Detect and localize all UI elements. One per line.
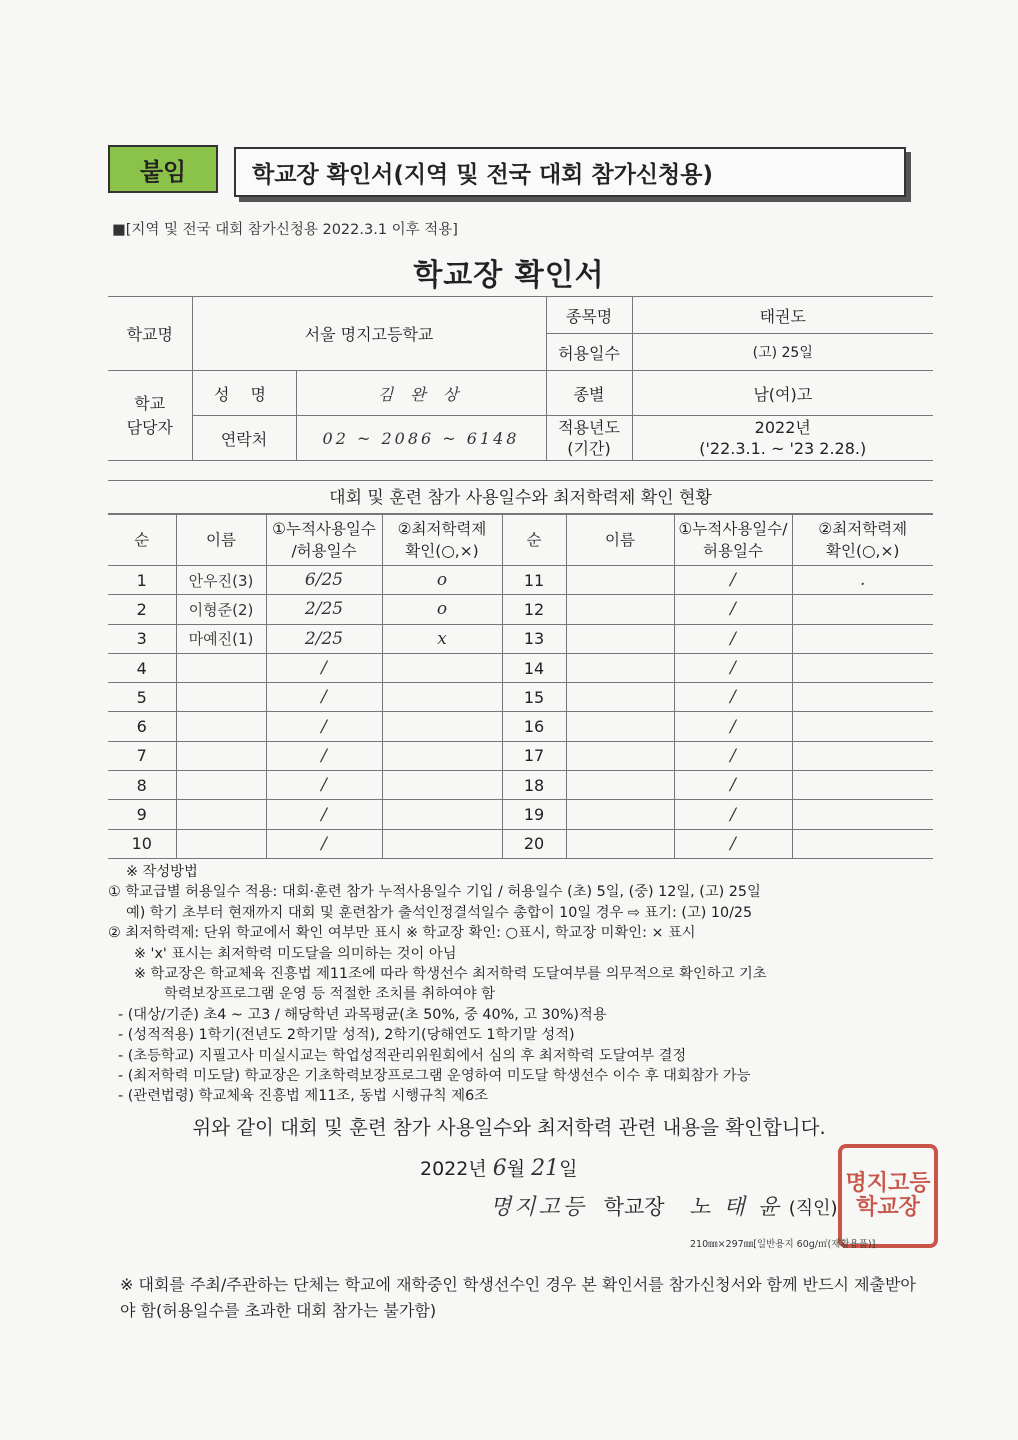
row-no: 4 [108, 653, 176, 682]
date-day-unit: 일 [559, 1158, 578, 1180]
table-row [108, 566, 933, 595]
note-2a: ※ 'x' 표시는 최저학력 미도달을 의미하는 것이 아님 [134, 945, 457, 962]
row-name-right [566, 653, 674, 682]
note-2c: 학력보장프로그램 운영 등 적절한 조치를 취하여야 함 [164, 986, 496, 1003]
row-name-right [566, 712, 674, 741]
row-days: / [266, 771, 382, 800]
row-no-right: 12 [502, 595, 566, 624]
row-check-right [792, 741, 933, 770]
note-2: ② 최저학력제: 단위 학교에서 확인 여부만 표시 ※ 학교장 확인: ○표시, 학교장 미확인: × 표시 [108, 925, 696, 942]
document-heading: 학교장 확인서(지역 및 전국 대회 참가신청용) [234, 147, 906, 197]
note-1-example: 예) 학기 초부터 현재까지 대회 및 훈련참가 출석인정결석일수 총합이 10일 경우 ⇨ 표기: (고) 10/25 [126, 904, 753, 921]
detail-2: - (성적적용) 1학기(전년도 2학기말 성적), 2학기(당해연도 1학기말 성적) [118, 1027, 575, 1044]
row-no: 2 [108, 595, 176, 624]
row-no-right: 11 [502, 566, 566, 595]
row-name [176, 683, 266, 712]
row-days-right: / [674, 653, 792, 682]
table-row [108, 771, 933, 800]
row-days-right: / [674, 800, 792, 829]
col-name-right: 이름 [566, 515, 674, 566]
row-check-right [792, 800, 933, 829]
row-no-right: 19 [502, 800, 566, 829]
contact-value: 02 ~ 2086 ~ 6148 [296, 416, 546, 461]
row-check [382, 829, 502, 858]
row-name [176, 741, 266, 770]
school-value: 서울 명지고등학교 [192, 297, 546, 371]
row-no: 3 [108, 624, 176, 653]
table-row [108, 624, 933, 653]
row-check [382, 653, 502, 682]
col-name: 이름 [176, 515, 266, 566]
year-value: 2022년 [754, 418, 811, 437]
row-check: o [382, 566, 502, 595]
row-check-right [792, 771, 933, 800]
row-days-right: / [674, 771, 792, 800]
usage-table [108, 514, 933, 859]
allowed-days-value: (고) 25일 [632, 334, 933, 371]
row-check-right [792, 595, 933, 624]
row-days-right: / [674, 566, 792, 595]
detail-5: - (관련법령) 학교체육 진흥법 제11조, 동법 시행규칙 제6조 [118, 1088, 488, 1105]
row-days: / [266, 712, 382, 741]
usage-body [108, 566, 933, 859]
date-month-unit: 월 [506, 1158, 526, 1180]
table-row [108, 829, 933, 858]
signer-name: 노 태 윤 [689, 1195, 782, 1220]
applicability-note: ■[지역 및 전국 대회 참가신청용 2022.3.1 이후 적용] [112, 222, 458, 238]
writing-instructions [108, 862, 938, 1107]
info-table [108, 296, 933, 461]
row-name [176, 800, 266, 829]
row-no-right: 15 [502, 683, 566, 712]
attachment-tag: 붙임 [108, 145, 218, 193]
row-name [176, 829, 266, 858]
paper-spec: 210㎜×297㎜[일반용지 60g/㎡(재활용품)] [690, 1239, 876, 1250]
col-no-right: 순 [502, 515, 566, 566]
table-row [108, 595, 933, 624]
row-name-right [566, 566, 674, 595]
row-days-right: / [674, 829, 792, 858]
row-days: / [266, 683, 382, 712]
signer-title: 학교장 [603, 1195, 665, 1219]
level-value: 남(여)고 [632, 371, 933, 416]
row-days-right: / [674, 595, 792, 624]
detail-1: - (대상/기준) 초4 ~ 고3 / 해당학년 과목평균(초 50%, 중 40%, 고 30%)적용 [118, 1006, 607, 1023]
row-check: o [382, 595, 502, 624]
note-1: ① 학교급별 허용일수 적용: 대회·훈련 참가 누적사용일수 기입 / 허용일수 (초) 5일, (중) 12일, (고) 25일 [108, 884, 761, 901]
contact-label: 연락처 [192, 416, 296, 461]
event-value: 태권도 [632, 297, 933, 334]
row-check-right [792, 712, 933, 741]
date-month: 6 [492, 1156, 507, 1181]
row-days: 2/25 [266, 624, 382, 653]
row-days-right: / [674, 683, 792, 712]
row-check [382, 741, 502, 770]
row-name: 마예진(1) [176, 624, 266, 653]
col-days-right: ①누적사용일수/ 허용일수 [674, 515, 792, 566]
name-label: 성 명 [192, 371, 296, 416]
row-name-right [566, 800, 674, 829]
row-days: / [266, 741, 382, 770]
row-no: 6 [108, 712, 176, 741]
row-name [176, 653, 266, 682]
row-name [176, 712, 266, 741]
table-row [108, 741, 933, 770]
row-days: / [266, 829, 382, 858]
row-check-right [792, 829, 933, 858]
row-no-right: 16 [502, 712, 566, 741]
note-2b: ※ 학교장은 학교체육 진흥법 제11조에 따라 학생선수 최저학력 도달여부를 의무적으로 확인하고 기초 [134, 966, 767, 983]
row-name [176, 771, 266, 800]
row-check-right [792, 653, 933, 682]
row-name-right [566, 624, 674, 653]
allowed-days-label: 허용일수 [546, 334, 632, 371]
page-title: 학교장 확인서 [413, 258, 605, 293]
detail-4: - (최저학력 미도달) 학교장은 기초학력보장프로그램 운영하여 미도달 학생선수 이수 후 대회참가 가능 [118, 1068, 751, 1085]
level-label: 종별 [546, 371, 632, 416]
detail-3: - (초등학교) 지필고사 미실시교는 학업성적관리위원회에서 심의 후 최저학력 도달여부 결정 [118, 1047, 687, 1064]
row-check [382, 712, 502, 741]
row-no-right: 20 [502, 829, 566, 858]
row-days: / [266, 653, 382, 682]
col-check-right: ②최저학력제 확인(○,×) [792, 515, 933, 566]
row-name-right [566, 595, 674, 624]
official-seal: 명지고등학교장 [838, 1144, 938, 1248]
row-check-right: . [792, 566, 933, 595]
signer-school: 명지고등 [490, 1195, 588, 1220]
year-label: 적용년도 (기간) [546, 416, 632, 461]
row-no: 10 [108, 829, 176, 858]
signer-line [490, 1190, 838, 1221]
row-check: x [382, 624, 502, 653]
row-name-right [566, 829, 674, 858]
row-no: 5 [108, 683, 176, 712]
date-year: 2022년 [420, 1158, 487, 1180]
col-check: ②최저학력제 확인(○,×) [382, 515, 502, 566]
notes-heading: ※ 작성방법 [126, 864, 198, 880]
col-no: 순 [108, 515, 176, 566]
row-no: 9 [108, 800, 176, 829]
row-days-right: / [674, 741, 792, 770]
signature-date [420, 1154, 578, 1181]
name-value: 김 완 상 [296, 371, 546, 416]
row-days-right: / [674, 712, 792, 741]
row-name-right [566, 771, 674, 800]
submission-footer-note: ※ 대회를 주최/주관하는 단체는 학교에 재학중인 학생선수인 경우 본 확인서를 참가신청서와 함께 반드시 제출받아야 함(허용일수를 초과한 대회 참가는 불가함) [120, 1275, 916, 1320]
row-no-right: 17 [502, 741, 566, 770]
row-no: 7 [108, 741, 176, 770]
col-days: ①누적사용일수 /허용일수 [266, 515, 382, 566]
row-no: 1 [108, 566, 176, 595]
row-no-right: 14 [502, 653, 566, 682]
row-days-right: / [674, 624, 792, 653]
confirmation-statement: 위와 같이 대회 및 훈련 참가 사용일수와 최저학력 관련 내용을 확인합니다. [192, 1116, 826, 1139]
table-row [108, 683, 933, 712]
row-check-right [792, 683, 933, 712]
school-label: 학교명 [108, 297, 192, 371]
row-days: 2/25 [266, 595, 382, 624]
row-no-right: 18 [502, 771, 566, 800]
row-check [382, 800, 502, 829]
event-label: 종목명 [546, 297, 632, 334]
row-check [382, 771, 502, 800]
table-row [108, 800, 933, 829]
row-name: 안우진(3) [176, 566, 266, 595]
row-check-right [792, 624, 933, 653]
date-day: 21 [531, 1156, 560, 1181]
table-row [108, 712, 933, 741]
row-name: 이형준(2) [176, 595, 266, 624]
row-name-right [566, 741, 674, 770]
row-days: / [266, 800, 382, 829]
row-days: 6/25 [266, 566, 382, 595]
seal-label: (직인) [788, 1198, 838, 1219]
row-no: 8 [108, 771, 176, 800]
row-name-right [566, 683, 674, 712]
period-value: ('22.3.1. ~ '23 2.28.) [699, 439, 867, 458]
row-no-right: 13 [502, 624, 566, 653]
year-cell [632, 416, 933, 461]
manager-label: 학교 담당자 [108, 371, 192, 461]
table-row [108, 653, 933, 682]
row-check [382, 683, 502, 712]
usage-section-title: 대회 및 훈련 참가 사용일수와 최저학력제 확인 현황 [108, 480, 933, 514]
